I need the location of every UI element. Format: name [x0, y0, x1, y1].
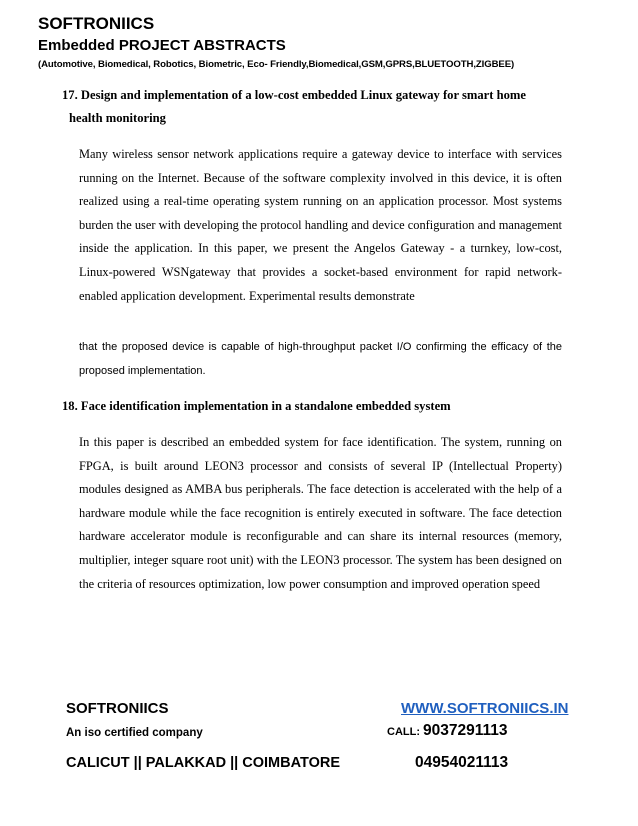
footer-iso-text: An iso certified company	[66, 727, 203, 739]
section-17-para1-serif: Many wireless sensor network applications require a gateway device to interface with services running on the Internet. Because of the software complexity involved in this device, it is often realized using a real-time operating system running on an application processor. Most systems burden the user with developing the protocol handling and device configuration and management inside the application. In this paper, we present the Angelos Gateway - a turnkey, low-cost, Linux-powered WSNgateway that provides a socket-based environment for rapid network-enabled application development. Experimental results demonstrate	[79, 147, 562, 303]
footer-company: SOFTRONIICS	[66, 700, 169, 717]
section-17-paragraph-1	[79, 143, 562, 308]
section-17-title-line1: 17. Design and implementation of a low-cost embedded Linux gateway for smart home	[62, 88, 526, 102]
section-17-title	[62, 84, 562, 130]
header-company: SOFTRONIICS	[38, 14, 155, 33]
footer-phone-1: 9037291113	[423, 722, 508, 739]
footer-call	[387, 722, 508, 740]
header-tags: (Automotive, Biomedical, Robotics, Biometric, Eco- Friendly,Biomedical,GSM,GPRS,BLUETOOTH,ZIGBEE)	[38, 59, 515, 70]
header-subtitle: Embedded PROJECT ABSTRACTS	[38, 37, 286, 54]
section-17-title-line2: health monitoring	[69, 111, 166, 125]
section-18-paragraph-1: In this paper is described an embedded system for face identification. The system, running on FPGA, is built around LEON3 processor and consists of several IP (Intellectual Property) modules designed as AMBA bus peripherals. The face detection is accelerated with the help of a hardware module while the face recognition is entirely executed in software. The face detection hardware accelerator module is reconfigurable and can share its internal resources (memory, multiplier, integer square root unit) with the LEON3 processor. The system has been designed on the criteria of resources optimization, low power consumption and improved operation speed	[79, 435, 562, 591]
footer-website-link[interactable]: WWW.SOFTRONIICS.IN	[401, 700, 569, 717]
footer-cities: CALICUT || PALAKKAD || COIMBATORE	[66, 755, 340, 771]
section-17-paragraph-2: that the proposed device is capable of high-throughput packet I/O confirming the efficacy of the proposed implementation.	[79, 341, 562, 377]
section-18-title: 18. Face identification implementation in a standalone embedded system	[62, 399, 451, 413]
footer-phone-2: 04954021113	[415, 754, 509, 771]
footer-call-label: CALL:	[387, 726, 424, 738]
